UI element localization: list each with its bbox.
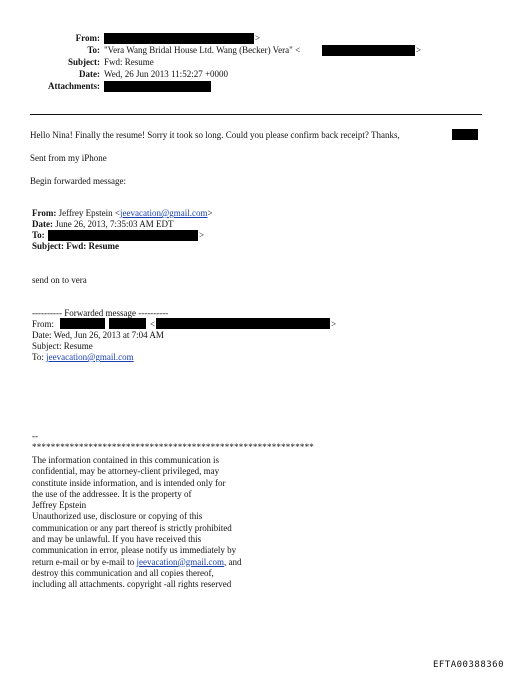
redaction-block (60, 318, 105, 329)
fwd1-subject-value: Fwd: Resume (66, 241, 119, 251)
fwd1-from-email-link[interactable]: jeevacation@gmail.com (119, 208, 208, 218)
fwd1-date-row (32, 219, 174, 230)
from-close: > (255, 33, 261, 43)
date-value: Wed, 26 Jun 2013 11:52:27 +0000 (104, 69, 229, 79)
disclaimer-line: Jeffrey Epstein (32, 500, 87, 511)
fwd2-from-label: From: (32, 319, 55, 329)
signature-dash: -- (32, 431, 38, 441)
body-line: Begin forwarded message: (30, 176, 126, 186)
to-label: To: (87, 45, 100, 55)
redaction-block (48, 230, 198, 241)
disclaimer-line: confidential, may be attorney-client privileged, may (32, 466, 220, 477)
fwd2-to-row (32, 352, 134, 363)
document-id: EFTA00388360 (432, 660, 504, 670)
attachments-label: Attachments: (48, 81, 100, 91)
redaction-block (104, 81, 211, 92)
disclaimer-line: destroy this communication and all copies thereof, (32, 567, 214, 578)
date-label: Date: (79, 69, 100, 79)
redaction-block (109, 318, 146, 329)
disclaimer-line-return (32, 557, 241, 568)
disclaimer-return-pre: return e-mail or by e-mail to (32, 556, 137, 567)
disclaimer-line: constitute inside information, and is intended only for (32, 477, 226, 488)
disclaimer-line: the use of the addressee. It is the property of (32, 488, 192, 499)
redaction-block (156, 318, 330, 329)
disclaimer-return-post: , and (223, 556, 242, 567)
disclaimer-text (32, 455, 241, 591)
from-label: From: (75, 33, 100, 43)
fwd1-note: send on to vera (32, 275, 87, 285)
to-close: > (416, 45, 422, 55)
redaction-block (104, 33, 254, 44)
fwd2-to-email-link[interactable]: jeevacation@gmail.com (46, 352, 134, 362)
fwd1-to-label: To: (32, 230, 45, 240)
disclaimer-line: communication in error, please notify us immediately by (32, 545, 237, 556)
fwd1-from-close: > (207, 208, 213, 218)
disclaimer-line: including all attachments. copyright -all rights reserved (32, 579, 232, 590)
fwd1-date-label: Date: (32, 219, 53, 229)
to-value: "Vera Wang Bridal House Ltd. Wang (Becker) Vera" < (104, 45, 301, 55)
fwd1-subject-row (32, 241, 119, 252)
fwd1-from-name: Jeffrey Epstein < (58, 208, 120, 218)
body-line: Hello Nina! Finally the resume! Sorry it took so long. Could you please confirm back receipt? Thanks, (30, 130, 400, 140)
header-divider (30, 114, 482, 115)
fwd1-subject-label: Subject: (32, 241, 64, 251)
disclaimer-line: Unauthorized use, disclosure or copying of this (32, 511, 203, 522)
redaction-block (452, 129, 478, 140)
fwd2-date: Date: Wed, Jun 26, 2013 at 7:04 AM (32, 330, 164, 340)
subject-label: Subject: (68, 57, 100, 67)
fwd2-from-close: > (331, 319, 337, 329)
body-line: Sent from my iPhone (30, 153, 107, 163)
fwd2-subject: Subject: Resume (32, 341, 93, 351)
disclaimer-line: The information contained in this communication is (32, 455, 219, 465)
fwd1-from-label: From: (32, 208, 57, 218)
fwd1-to-close: > (199, 230, 205, 240)
fwd2-from-lt: < (150, 319, 156, 329)
fwd1-date-value: June 26, 2013, 7:35:03 AM EDT (55, 219, 174, 229)
disclaimer-line: and may be unlawful. If you have received this (32, 534, 202, 545)
redaction-block (322, 45, 415, 56)
disclaimer-stars: ************************************************************ (32, 442, 314, 452)
disclaimer-line: communication or any part thereof is strictly prohibited (32, 522, 232, 533)
fwd1-from-row (32, 208, 213, 219)
subject-value: Fwd: Resume (104, 57, 154, 67)
fwd2-to-label: To: (32, 352, 44, 362)
disclaimer-email-link[interactable]: jeevacation@gmail.com (136, 556, 224, 567)
fwd2-divider: ---------- Forwarded message ---------- (32, 308, 169, 318)
